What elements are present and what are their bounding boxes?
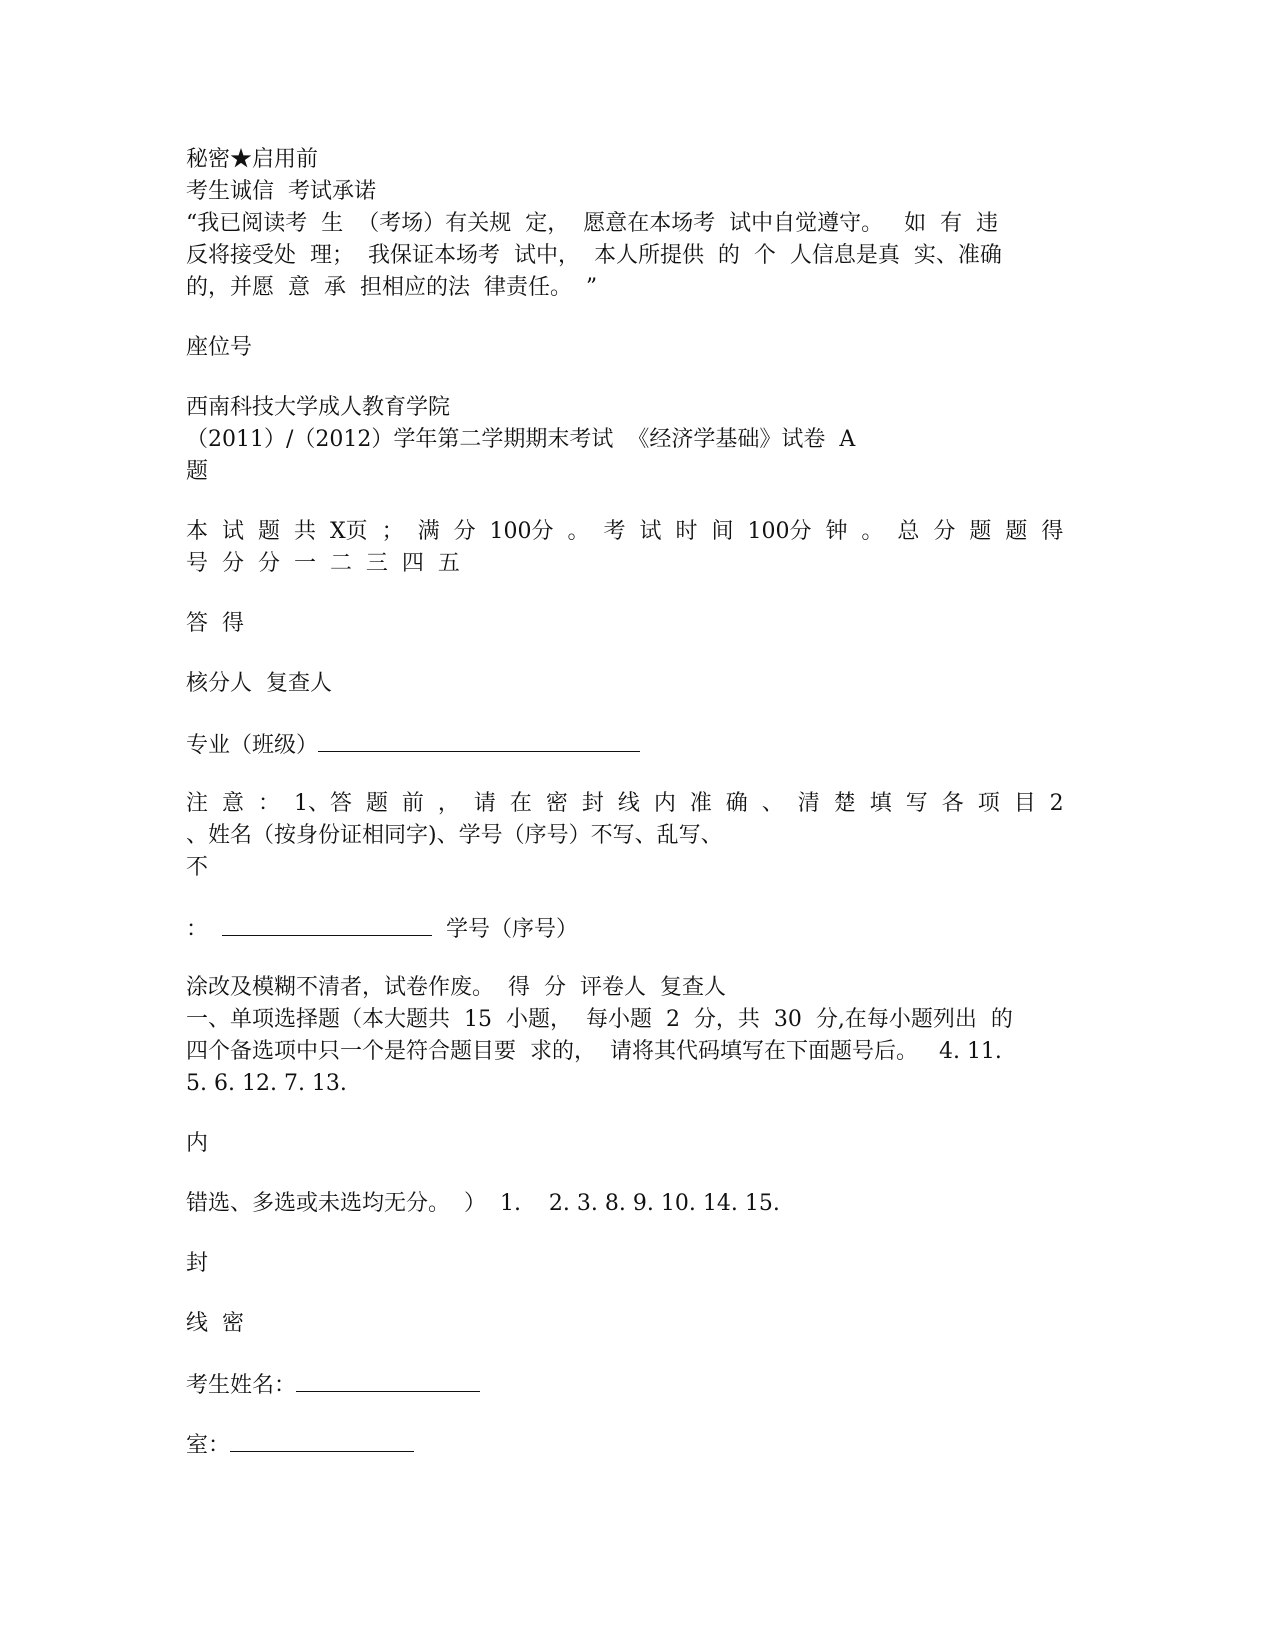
- student-id-field: [186, 913, 578, 945]
- seal-char: 封: [186, 1251, 209, 1276]
- notice-line-2: 、姓名（按身份证相同字)、学号（序号）不写、乱写、: [186, 823, 723, 848]
- line-secret-chars: 线 密: [186, 1311, 244, 1336]
- major-label: 专业（班级）: [186, 733, 319, 758]
- student-name-label: 考生姓名：: [186, 1373, 297, 1398]
- notice-line-1: 注 意 ： 1、答 题 前 ， 请 在 密 封 线 内 准 确 、 清 楚 填 写 各 项 目 2: [186, 791, 1064, 816]
- major-field: [186, 729, 640, 761]
- student-name-blank[interactable]: [296, 1369, 480, 1392]
- pledge-line-1: “我已阅读考 生 （考场）有关规 定， 愿意在本场考 试中自觉遵守。 如 有 违: [186, 211, 999, 236]
- student-name-field: [186, 1369, 480, 1401]
- answer-score-label: 答 得: [186, 611, 244, 636]
- void-rule-line: 涂改及模糊不清者，试卷作废。 得 分 评卷人 复查人: [186, 975, 726, 1000]
- seat-number-label: 座位号: [186, 335, 253, 360]
- room-field: [186, 1429, 414, 1461]
- pledge-line-3: 的，并愿 意 承 担相应的法 律责任。 ”: [186, 275, 598, 300]
- checkers-label: 核分人 复查人: [186, 671, 332, 696]
- notice-line-3: 不: [186, 855, 209, 880]
- major-blank[interactable]: [318, 729, 640, 752]
- student-id-label: 学号（序号）: [446, 917, 579, 942]
- exam-info-line-2: 号 分 分 一 二 三 四 五: [186, 551, 460, 576]
- seal-inner-char: 内: [186, 1131, 209, 1156]
- wrong-choice-rule: 错选、多选或未选均无分。 ） 1. 2. 3. 8. 9. 10. 14. 15.: [186, 1191, 780, 1216]
- student-id-prefix: ：: [186, 917, 209, 942]
- section-1-line-2: 四个备选项中只一个是符合题目要 求的， 请将其代码填写在下面题号后。 4. 11.: [186, 1039, 1002, 1064]
- confidential-mark: 秘密★启用前: [186, 147, 319, 172]
- pledge-title: 考生诚信 考试承诺: [186, 179, 376, 204]
- exam-title-tail: 题: [186, 459, 209, 484]
- section-1-line-3: 5. 6. 12. 7. 13.: [186, 1071, 347, 1096]
- section-1-line-1: 一、单项选择题（本大题共 15 小题， 每小题 2 分，共 30 分,在每小题列出 的: [186, 1007, 1013, 1032]
- exam-title: （2011）/（2012）学年第二学期期末考试 《经济学基础》试卷 A: [186, 427, 856, 452]
- room-label: 室：: [186, 1433, 231, 1458]
- room-blank[interactable]: [230, 1429, 414, 1452]
- school-name: 西南科技大学成人教育学院: [186, 395, 451, 420]
- exam-info-line-1: 本 试 题 共 X页 ； 满 分 100分 。 考 试 时 间 100分 钟 。 总 分 题 题 得: [186, 519, 1064, 544]
- pledge-line-2: 反将接受处 理； 我保证本场考 试中， 本人所提供 的 个 人信息是真 实、准确: [186, 243, 1002, 268]
- student-id-blank-before[interactable]: [222, 913, 432, 936]
